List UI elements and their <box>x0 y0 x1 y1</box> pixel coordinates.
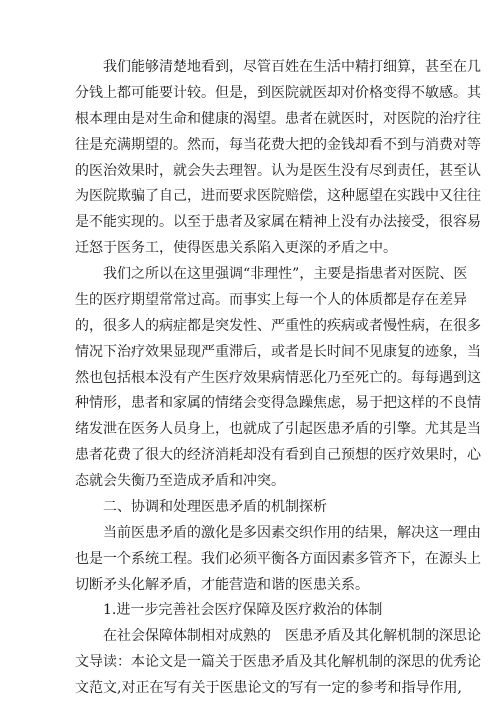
paragraph-2-line-5: 然也包括根本没有产生医疗效果病情恶化乃至死亡的。每每遇到这 <box>75 370 481 386</box>
paragraph-2-line-4: 情况下治疗效果显现严重滞后，或者是长时间不见康复的迹象，当 <box>75 344 481 360</box>
paragraph-1-line-7: 是不能实现的。以至于患者及家属在精神上没有办法接受，很容易 <box>75 214 481 230</box>
paragraph-2-line-3: 的，很多人的病症都是突发性、严重性的疾病或者慢性病，在很多 <box>75 318 481 334</box>
paragraph-2-line-2: 生的医疗期望常常过高。而事实上每一个人的体质都是存在差异 <box>75 292 467 308</box>
paragraph-1-line-8: 迁怒于医务工，使得医患关系陷入更深的矛盾之中。 <box>75 240 397 256</box>
subheading-1-text: 1.进一步完善社会医疗保障及医疗救治的体制 <box>103 602 383 618</box>
paragraph-2-line-1: 我们之所以在这里强调“非理性”，主要是指患者对医院、医 <box>103 266 468 282</box>
section-heading-2-text: 二、协调和处理医患矛盾的机制探析 <box>103 499 327 515</box>
paragraph-4-line-3: 文范文,对正在写有关于医患论文的写有一定的参考和指导作用, <box>75 680 462 696</box>
paragraph-4-line-1: 在社会保障体制相对成熟的 医患矛盾及其化解机制的深思论 <box>103 628 481 644</box>
paragraph-3-line-2: 也是一个系统工程。我们必须平衡各方面因素多管齐下，在源头上 <box>75 551 481 567</box>
paragraph-1-line-6: 为医院欺骗了自己，进而要求医院赔偿，这种愿望在实践中又往往 <box>75 188 481 204</box>
paragraph-1-line-2: 分钱上都可能要计较。但是，到医院就医却对价格变得不敏感。其 <box>75 85 481 101</box>
paragraph-1-line-3: 根本理由是对生命和健康的渴望。患者在就医时，对医院的治疗往 <box>75 111 481 127</box>
paragraph-1-line-5: 的医治效果时，就会失去理智。认为是医生没有尽到责任，甚至认 <box>75 163 481 179</box>
paragraph-2-line-8: 患者花费了很大的经济消耗却没有看到自己预想的医疗效果时，心 <box>75 447 481 463</box>
paragraph-2-line-9: 态就会失衡乃至造成矛盾和冲突。 <box>75 473 285 489</box>
paragraph-2-line-6: 种情形，患者和家属的情绪会变得急躁焦虑，易于把这样的不良情 <box>75 395 481 411</box>
paragraph-2-line-7: 绪发泄在医务人员身上，也就成了引起医患矛盾的引擎。尤其是当 <box>75 421 481 437</box>
paragraph-3-line-1: 当前医患矛盾的激化是多因素交织作用的结果，解决这一理由 <box>103 525 481 541</box>
paragraph-3-line-3: 切断矛头化解矛盾，才能营造和谐的医患关系。 <box>75 577 369 593</box>
paragraph-4-line-2: 文导读：本论文是一篇关于医患矛盾及其化解机制的深思的优秀论 <box>75 654 481 670</box>
paragraph-1-line-4: 往是充满期望的。然而，每当花费大把的金钱却看不到与消费对等 <box>75 137 481 153</box>
paragraph-1-line-1: 我们能够清楚地看到，尽管百姓在生活中精打细算，甚至在几 <box>103 59 481 75</box>
